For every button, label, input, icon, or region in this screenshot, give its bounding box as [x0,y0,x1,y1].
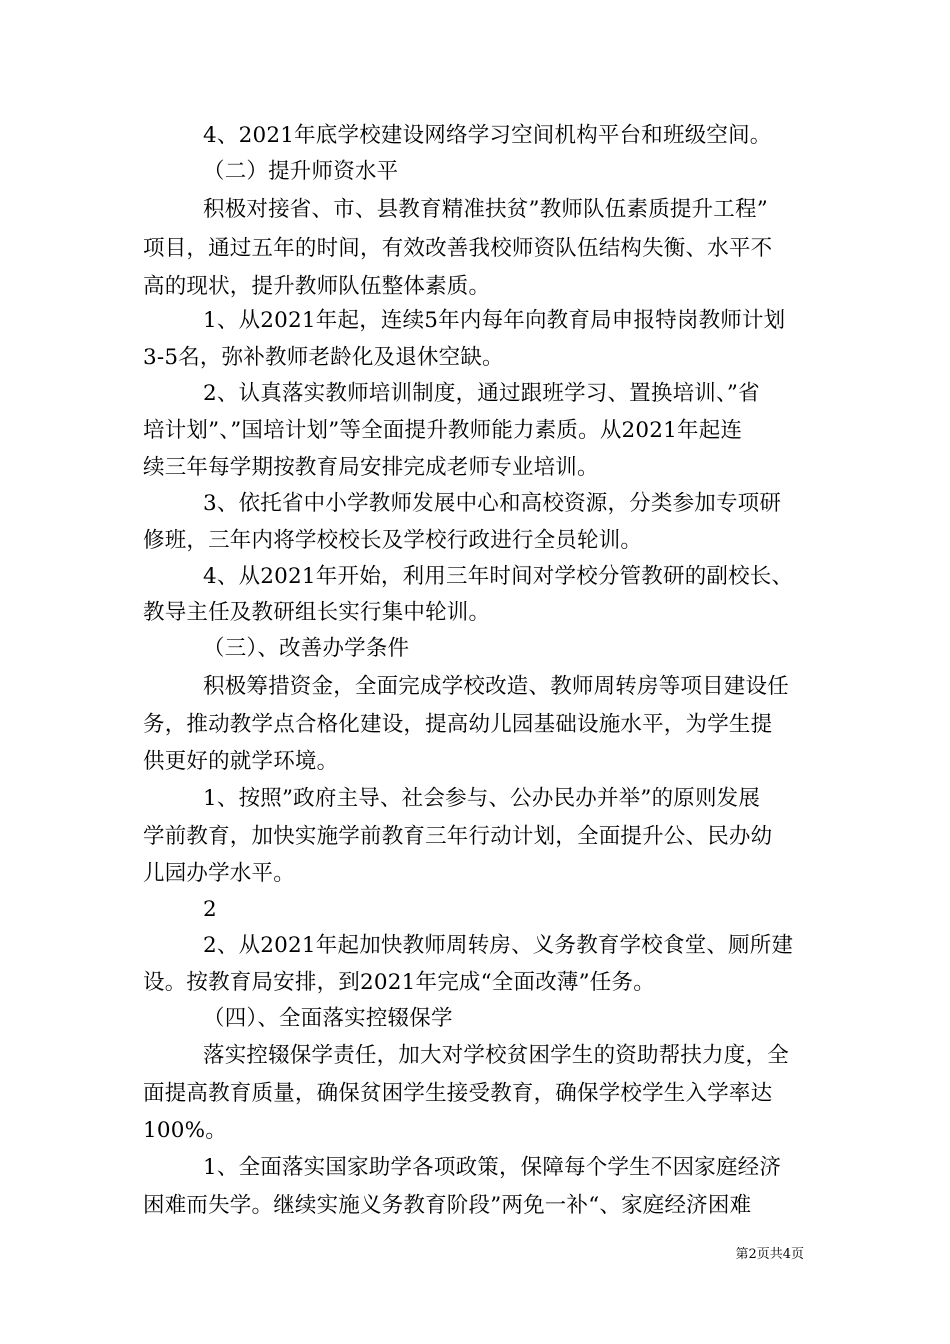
paragraph-line: 供更好的就学环境。 [143,749,339,774]
paragraph-line: 4、2021年底学校建设网络学习空间机构平台和班级空间。 [203,123,772,148]
paragraph-line: 学前教育，加快实施学前教育三年行动计划，全面提升公、民办幼 [143,824,773,849]
paragraph-line: 1、从2021年起，连续5年内每年向教育局申报特岗教师计划 [203,308,786,333]
paragraph-line: 积极对接省、市、县教育精准扶贫”教师队伍素质提升工程” [203,197,768,222]
section-heading: （二）提升师资水平 [203,159,399,184]
paragraph-line: 项目，通过五年的时间，有效改善我校师资队伍结构失衡、水平不 [143,236,773,261]
paragraph-line: 设。按教育局安排，到2021年完成“全面改薄”任务。 [143,970,655,995]
paragraph-line: 续三年每学期按教育局安排完成老师专业培训。 [143,455,599,480]
paragraph-line: 积极筹措资金，全面完成学校改造、教师周转房等项目建设任 [203,674,789,699]
paragraph-line: 100%。 [143,1118,227,1143]
section-heading: （四）、全面落实控辍保学 [203,1006,453,1031]
paragraph-line: 修班，三年内将学校校长及学校行政进行全员轮训。 [143,528,643,553]
paragraph-line: 3、依托省中小学教师发展中心和高校资源，分类参加专项研 [203,491,782,516]
stray-page-number: 2 [203,897,217,922]
paragraph-line: 2、认真落实教师培训制度，通过跟班学习、置换培训、”省 [203,381,760,406]
section-heading: （三）、改善办学条件 [203,636,410,661]
paragraph-line: 1、全面落实国家助学各项政策，保障每个学生不因家庭经济 [203,1155,782,1180]
paragraph-line: 3-5名，弥补教师老龄化及退休空缺。 [143,345,504,370]
paragraph-line: 高的现状，提升教师队伍整体素质。 [143,274,491,299]
paragraph-line: 培计划”、”国培计划”等全面提升教师能力素质。从2021年起连 [143,418,743,443]
page-number-footer: 第2页共4页 [735,1247,804,1262]
paragraph-line: 4、从2021年开始，利用三年时间对学校分管教研的副校长、 [203,564,794,589]
paragraph-line: 落实控辍保学责任，加大对学校贫困学生的资助帮扶力度，全 [203,1043,789,1068]
paragraph-line: 面提高教育质量，确保贫困学生接受教育，确保学校学生入学率达 [143,1081,773,1106]
paragraph-line: 困难而失学。继续实施义务教育阶段”两免一补“、家庭经济困难 [143,1193,752,1218]
paragraph-line: 2、从2021年起加快教师周转房、义务教育学校食堂、厕所建 [203,933,794,958]
paragraph-line: 儿园办学水平。 [143,861,295,886]
paragraph-line: 教导主任及教研组长实行集中轮训。 [143,600,491,625]
paragraph-line: 务，推动教学点合格化建设，提高幼儿园基础设施水平，为学生提 [143,712,773,737]
paragraph-line: 1、按照”政府主导、社会参与、公办民办并举”的原则发展 [203,786,761,811]
